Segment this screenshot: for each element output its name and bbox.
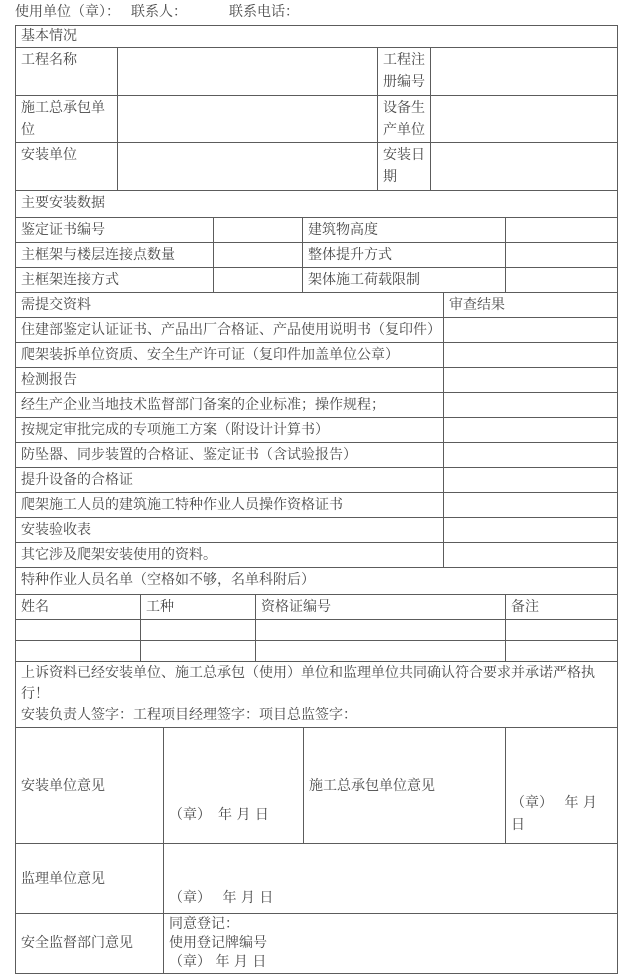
install-unit-opinion-label: 安装单位意见	[16, 728, 164, 844]
review-result-cell[interactable]	[444, 493, 618, 518]
personnel-note-cell[interactable]	[506, 620, 618, 641]
authority-agree-line: 同意登记：	[169, 916, 239, 932]
document-item: 按规定审批完成的专项施工方案（附设计计算书）	[16, 418, 444, 443]
col-header-name: 姓名	[16, 595, 141, 620]
personnel-trade-cell[interactable]	[141, 641, 256, 662]
authority-stamp-line: （章） 年 月 日	[169, 954, 267, 970]
documents-section-title: 需提交资料	[16, 293, 444, 318]
lifting-method-value-cell[interactable]	[506, 243, 618, 268]
project-reg-no-label: 工程注册编号	[378, 48, 431, 96]
document-item: 爬架装拆单位资质、安全生产许可证（复印件加盖单位公章）	[16, 343, 444, 368]
basic-section-title: 基本情况	[16, 26, 618, 48]
load-limit-label: 架体施工荷载限制	[303, 268, 506, 293]
personnel-name-cell[interactable]	[16, 641, 141, 662]
document-item: 住建部鉴定认证证书、产品出厂合格证、产品使用说明书（复印件）	[16, 318, 444, 343]
review-result-cell[interactable]	[444, 343, 618, 368]
declaration-table	[15, 661, 618, 728]
install-unit-stamp-cell[interactable]: （章） 年 月 日	[164, 728, 304, 844]
building-height-value-cell[interactable]	[506, 218, 618, 243]
install-data-section-title: 主要安装数据	[16, 191, 618, 218]
review-result-cell[interactable]	[444, 468, 618, 493]
basic-info-table	[15, 25, 618, 191]
document-item: 经生产企业当地技术监督部门备案的企业标准；操作规程；	[16, 393, 444, 418]
review-result-cell[interactable]	[444, 518, 618, 543]
equipment-maker-label: 设备生产单位	[378, 96, 431, 143]
install-data-table	[15, 190, 618, 293]
load-limit-value-cell[interactable]	[506, 268, 618, 293]
personnel-section-title: 特种作业人员名单（空格如不够，名单科附后）	[16, 568, 618, 595]
contractor-unit-label: 施工总承包单位	[16, 96, 118, 143]
install-unit-label: 安装单位	[16, 143, 118, 191]
declaration-text: 上诉资料已经安装单位、施工总承包（使用）单位和监理单位共同确认符合要求并承诺严格执行！	[21, 665, 595, 702]
project-name-value-cell[interactable]	[118, 48, 378, 96]
document-item: 提升设备的合格证	[16, 468, 444, 493]
authority-opinion-label: 安全监督部门意见	[16, 914, 164, 974]
personnel-name-cell[interactable]	[16, 620, 141, 641]
col-header-note: 备注	[506, 595, 618, 620]
cert-no-label: 鉴定证书编号	[16, 218, 214, 243]
contact-label: 联系人：	[131, 4, 187, 20]
document-item: 防坠器、同步装置的合格证、鉴定证书（含试验报告）	[16, 443, 444, 468]
personnel-cert-cell[interactable]	[256, 620, 506, 641]
frame-connection-label: 主框架连接方式	[16, 268, 214, 293]
supervisor-stamp-cell[interactable]: （章） 年 月 日	[164, 844, 618, 914]
phone-label: 联系电话：	[229, 4, 299, 20]
personnel-cert-cell[interactable]	[256, 641, 506, 662]
project-reg-no-value-cell[interactable]	[431, 48, 618, 96]
install-date-label: 安装日期	[378, 143, 431, 191]
review-result-cell[interactable]	[444, 368, 618, 393]
use-unit-label: 使用单位（章）：	[15, 4, 120, 20]
form-header-line	[15, 4, 617, 21]
documents-table	[15, 292, 618, 568]
review-result-cell[interactable]	[444, 393, 618, 418]
connection-points-value-cell[interactable]	[214, 243, 303, 268]
contractor-opinion-label: 施工总承包单位意见	[304, 728, 506, 844]
lifting-method-label: 整体提升方式	[303, 243, 506, 268]
authority-opinion-cell[interactable]	[164, 914, 618, 974]
col-header-cert-no: 资格证编号	[256, 595, 506, 620]
review-result-cell[interactable]	[444, 318, 618, 343]
contractor-stamp-cell[interactable]: （章） 年 月 日	[506, 728, 618, 844]
document-item: 检测报告	[16, 368, 444, 393]
review-result-header: 审查结果	[444, 293, 618, 318]
document-item: 爬架施工人员的建筑施工特种作业人员操作资格证书	[16, 493, 444, 518]
project-name-label: 工程名称	[16, 48, 118, 96]
review-result-cell[interactable]	[444, 543, 618, 568]
signatures-table	[15, 727, 618, 974]
personnel-note-cell[interactable]	[506, 641, 618, 662]
document-item: 其它涉及爬架安装使用的资料。	[16, 543, 444, 568]
col-header-trade: 工种	[141, 595, 256, 620]
document-item: 安装验收表	[16, 518, 444, 543]
personnel-trade-cell[interactable]	[141, 620, 256, 641]
connection-points-label: 主框架与楼层连接点数量	[16, 243, 214, 268]
install-unit-value-cell[interactable]	[118, 143, 378, 191]
install-date-value-cell[interactable]	[431, 143, 618, 191]
signature-labels-line: 安装负责人签字：工程项目经理签字：项目总监签字：	[21, 707, 357, 723]
personnel-table	[15, 567, 618, 662]
frame-connection-value-cell[interactable]	[214, 268, 303, 293]
supervisor-opinion-label: 监理单位意见	[16, 844, 164, 914]
declaration-cell	[16, 662, 618, 728]
review-result-cell[interactable]	[444, 443, 618, 468]
review-result-cell[interactable]	[444, 418, 618, 443]
authority-reg-no-line: 使用登记牌编号	[169, 935, 267, 951]
building-height-label: 建筑物高度	[303, 218, 506, 243]
cert-no-value-cell[interactable]	[214, 218, 303, 243]
contractor-unit-value-cell[interactable]	[118, 96, 378, 143]
equipment-maker-value-cell[interactable]	[431, 96, 618, 143]
